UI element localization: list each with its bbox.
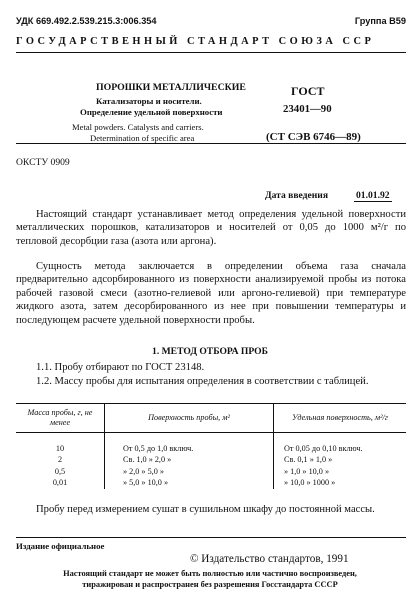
table-cell-mass: 0,5 [54, 466, 66, 476]
item-1-2: 1.2. Массу пробы для испытания определения в соответствии с таблицей. [36, 376, 369, 387]
table-cell-surface: Св. 1,0 » 2,0 » [105, 454, 274, 465]
table-cell-surface: » 5,0 » 10,0 » [105, 477, 274, 488]
gost-number: 23401—90 [283, 103, 332, 115]
sample-mass-table [16, 403, 406, 489]
title-en-2: Determination of specific area [90, 133, 195, 143]
okstu-code: ОКСТУ 0909 [16, 157, 70, 168]
table-row [16, 466, 406, 477]
table-cell-surface: От 0,5 до 1,0 включ. [105, 443, 274, 454]
official-edition-label: Издание официальное [16, 541, 105, 551]
table-cell-specific: Св. 0,1 » 1,0 » [274, 454, 407, 465]
title-main: ПОРОШКИ МЕТАЛЛИЧЕСКИЕ [96, 82, 246, 93]
table-cell-specific: От 0,05 до 0,10 включ. [274, 443, 407, 454]
organization-banner: ГОСУДАРСТВЕННЫЙ СТАНДАРТ СОЮЗА ССР [16, 36, 375, 47]
footer-rule [16, 537, 406, 538]
table-cell-mass: 10 [55, 444, 65, 453]
section-heading: 1. МЕТОД ОТБОРА ПРОБ [152, 346, 268, 357]
table-header-surface: Поверхность пробы, м² [105, 404, 274, 433]
title-sub-1: Катализаторы и носители. [96, 96, 202, 106]
table-cell-surface: » 2,0 » 5,0 » [105, 466, 274, 477]
table-row [16, 477, 406, 488]
header-rule-top [16, 52, 406, 53]
paragraph-scope: Настоящий стандарт устанавливает метод определения удельной поверхности металлических порошков, катализаторов и носителей от 0,05 до 1000 м²/г по тепловой десорбции газа (азота или аргона). [16, 209, 406, 247]
table-cell-specific: » 1,0 » 10,0 » [274, 466, 407, 477]
table-header-mass: Масса пробы, г, не менее [16, 404, 105, 433]
header-rule-bottom [16, 143, 406, 144]
table-row [16, 454, 406, 465]
title-sub-2: Определение удельной поверхности [80, 107, 223, 117]
title-en-1: Metal powders. Catalysts and carriers. [72, 122, 204, 132]
drying-note: Пробу перед измерением сушат в сушильном шкафу до постоянной массы. [36, 504, 375, 515]
table-cell-mass: 0,01 [52, 478, 68, 488]
table-cell-specific: » 10,0 » 1000 » [274, 477, 407, 488]
item-1-1: 1.1. Пробу отбирают по ГОСТ 23148. [36, 362, 205, 373]
table-cell-mass: 2 [57, 455, 63, 465]
copyright-line: © Издательство стандартов, 1991 [190, 553, 349, 565]
intro-date-value: 01.01.92 [356, 190, 390, 201]
gost-label: ГОСТ [291, 84, 325, 98]
table-row [16, 443, 406, 454]
table-header-row [16, 404, 406, 433]
udk-code: УДК 669.492.2.539.215.3:006.354 [16, 16, 157, 26]
intro-date-label: Дата введения [265, 190, 329, 201]
reproduction-notice-1: Настоящий стандарт не может быть полностью или частично воспроизведен, [63, 569, 357, 578]
paragraph-essence: Сущность метода заключается в определении объема газа сначала предварительно адсорбированного из поверхности анализируемой пробы из потока рабочей газовой смеси (азотно-гелиевой или аргоно-гелиевой) при температуре жидкого азота, затем десорбированного из нее при повышении температуры и последующем расчете удельной поверхности пробы. [16, 261, 406, 326]
reproduction-notice-2: тиражирован и распространен без разрешения Госстандарта СССР [82, 580, 338, 589]
st-sev-number: (СТ СЭВ 6746—89) [266, 131, 361, 143]
table-header-specific-surface: Удельная поверхность, м²/г [274, 404, 407, 433]
group-code: Группа В59 [354, 16, 406, 26]
